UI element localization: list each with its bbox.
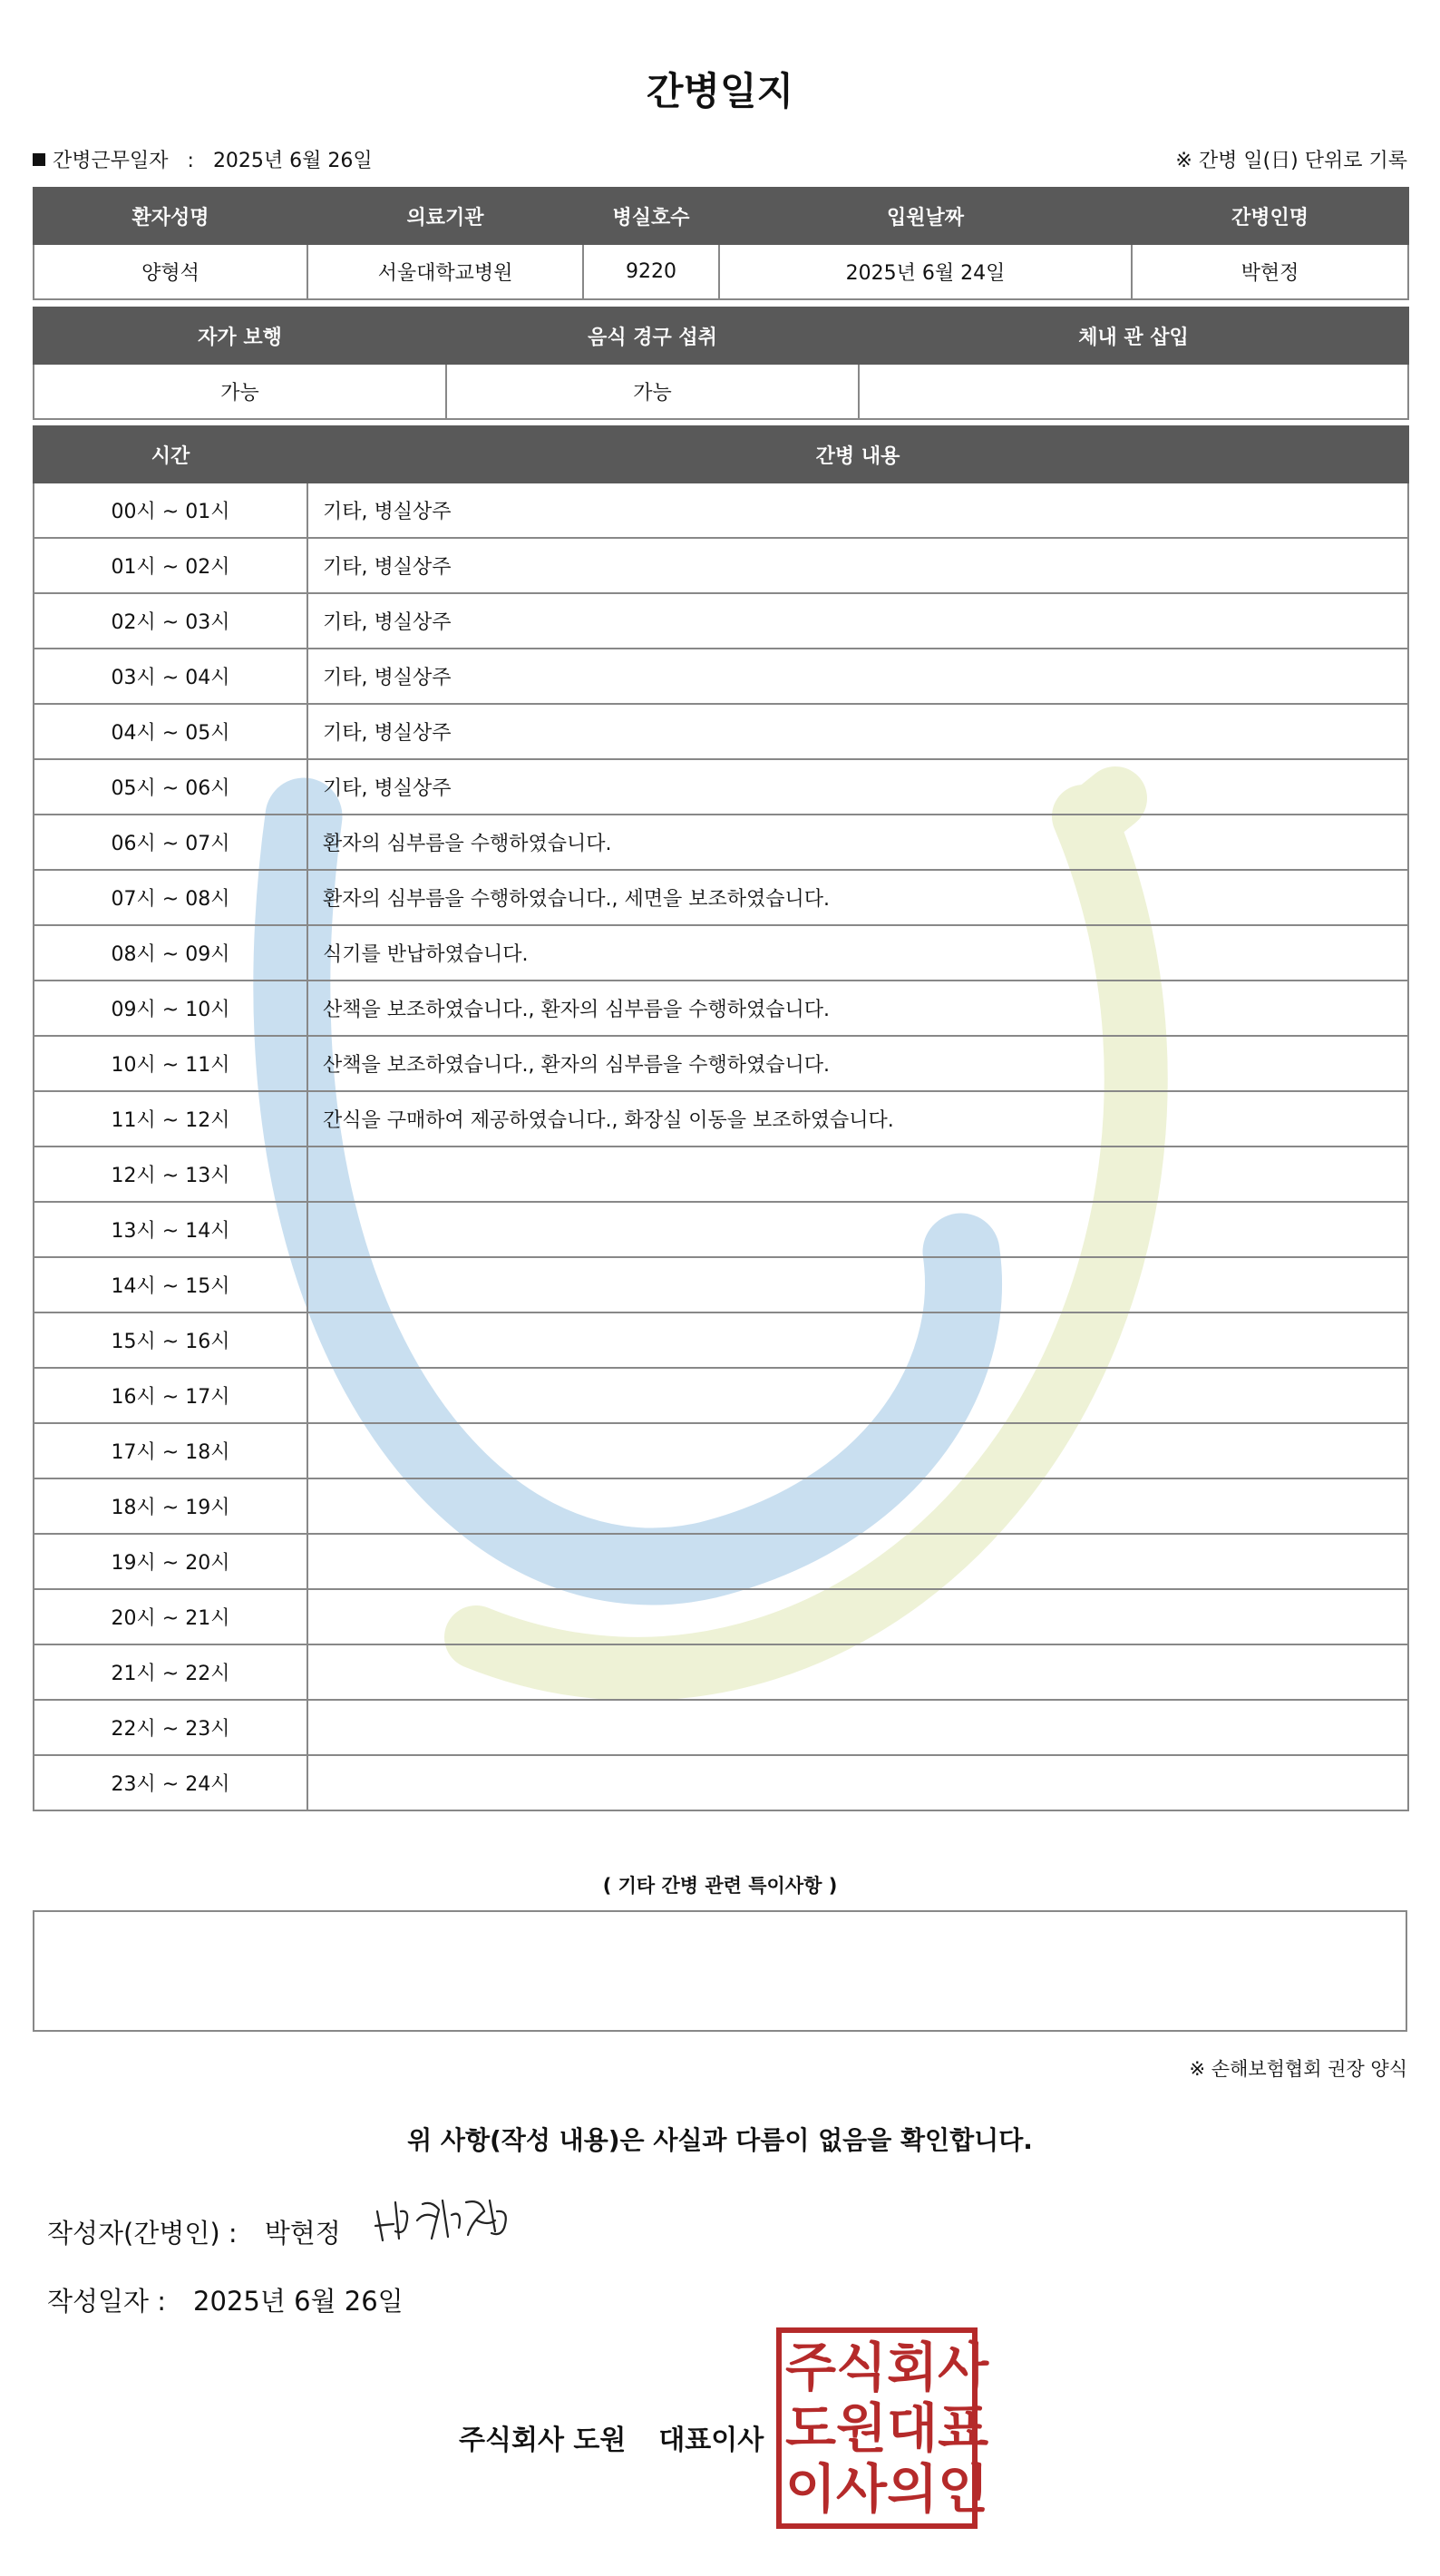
log-time-cell: 00시 ~ 01시 <box>34 483 307 538</box>
log-time-cell: 18시 ~ 19시 <box>34 1478 307 1534</box>
info-header: 병실호수 <box>583 188 719 244</box>
log-content-cell <box>307 1478 1408 1534</box>
writer-name: 박현정 <box>264 2218 341 2249</box>
log-row <box>34 1368 1408 1423</box>
company-seal-stamp <box>776 2327 989 2529</box>
info-header: 간병인명 <box>1132 188 1408 244</box>
written-date-line <box>47 2281 404 2318</box>
log-time-cell: 19시 ~ 20시 <box>34 1534 307 1589</box>
company-line <box>459 2417 764 2457</box>
log-time-cell: 06시 ~ 07시 <box>34 815 307 870</box>
log-row <box>34 1312 1408 1368</box>
seal-character: 사 <box>836 2458 888 2521</box>
seal-character: 원 <box>836 2396 888 2459</box>
seal-character: 의 <box>887 2458 939 2521</box>
seal-character: 회 <box>887 2336 939 2398</box>
seal-character: 대 <box>887 2396 939 2459</box>
company-title: 대표이사 <box>658 2425 764 2456</box>
log-content-cell <box>307 1755 1408 1810</box>
log-content-cell <box>307 1312 1408 1368</box>
log-row <box>34 538 1408 593</box>
log-row <box>34 870 1408 925</box>
log-content-cell <box>307 1644 1408 1700</box>
log-content-cell <box>307 1202 1408 1257</box>
log-content-cell <box>307 1589 1408 1644</box>
log-content-cell: 산책을 보조하였습니다., 환자의 심부름을 수행하였습니다. <box>307 981 1408 1036</box>
log-content-cell: 기타, 병실상주 <box>307 593 1408 649</box>
log-time-cell: 04시 ~ 05시 <box>34 704 307 759</box>
handwritten-signature <box>368 2184 550 2257</box>
log-row <box>34 981 1408 1036</box>
log-row <box>34 704 1408 759</box>
log-content-cell: 기타, 병실상주 <box>307 649 1408 704</box>
log-time-cell: 08시 ~ 09시 <box>34 925 307 981</box>
written-date-value: 2025년 6월 26일 <box>193 2286 404 2317</box>
log-content-cell: 기타, 병실상주 <box>307 538 1408 593</box>
log-time-cell: 17시 ~ 18시 <box>34 1423 307 1478</box>
log-time-cell: 21시 ~ 22시 <box>34 1644 307 1700</box>
seal-character: 도 <box>785 2396 837 2459</box>
document-title: 간병일지 <box>646 69 794 113</box>
log-row <box>34 593 1408 649</box>
log-content-cell: 산책을 보조하였습니다., 환자의 심부름을 수행하였습니다. <box>307 1036 1408 1091</box>
written-date-label: 작성일자 : <box>47 2286 167 2317</box>
log-row <box>34 1755 1408 1810</box>
hospital-cell: 서울대학교병원 <box>307 244 583 299</box>
log-time-cell: 13시 ~ 14시 <box>34 1202 307 1257</box>
log-content-cell: 환자의 심부름을 수행하였습니다., 세면을 보조하였습니다. <box>307 870 1408 925</box>
log-time-cell: 22시 ~ 23시 <box>34 1700 307 1755</box>
ability-header: 체내 관 삽입 <box>859 307 1408 364</box>
log-content-cell <box>307 1147 1408 1202</box>
admission-date-cell: 2025년 6월 24일 <box>719 244 1132 299</box>
patient-name-cell: 양형석 <box>34 244 307 299</box>
log-row <box>34 759 1408 815</box>
log-time-cell: 16시 ~ 17시 <box>34 1368 307 1423</box>
log-content-cell <box>307 1257 1408 1312</box>
log-time-cell: 15시 ~ 16시 <box>34 1312 307 1368</box>
log-row <box>34 1478 1408 1534</box>
log-time-cell: 07시 ~ 08시 <box>34 870 307 925</box>
log-content-cell <box>307 1700 1408 1755</box>
log-time-cell: 23시 ~ 24시 <box>34 1755 307 1810</box>
log-time-cell: 14시 ~ 15시 <box>34 1257 307 1312</box>
log-row <box>34 483 1408 538</box>
log-content-cell: 기타, 병실상주 <box>307 483 1408 538</box>
company-name: 주식회사 도원 <box>459 2425 627 2456</box>
seal-character: 이 <box>785 2458 837 2521</box>
seal-character: 표 <box>938 2396 989 2459</box>
log-row <box>34 1147 1408 1202</box>
oral-intake-cell: 가능 <box>446 364 859 419</box>
log-row <box>34 1589 1408 1644</box>
tube-insertion-cell <box>859 364 1408 419</box>
log-time-cell: 20시 ~ 21시 <box>34 1589 307 1644</box>
patient-info-table <box>33 187 1409 300</box>
seal-character: 인 <box>938 2458 989 2521</box>
log-time-cell: 11시 ~ 12시 <box>34 1091 307 1147</box>
work-date-value: 2025년 6월 26일 <box>212 150 373 172</box>
log-row <box>34 1202 1408 1257</box>
work-date-line <box>33 145 373 173</box>
log-time-cell: 05시 ~ 06시 <box>34 759 307 815</box>
log-header-content: 간병 내용 <box>307 426 1408 483</box>
care-log-table <box>33 425 1409 1811</box>
log-content-cell: 환자의 심부름을 수행하였습니다. <box>307 815 1408 870</box>
log-header-time: 시간 <box>34 426 307 483</box>
log-content-cell <box>307 1534 1408 1589</box>
ability-header: 자가 보행 <box>34 307 446 364</box>
log-row <box>34 1423 1408 1478</box>
form-note: ※ 손해보험협회 권장 양식 <box>1189 2058 1407 2080</box>
log-row <box>34 1036 1408 1091</box>
caregiver-name-cell: 박현정 <box>1132 244 1408 299</box>
log-content-cell: 식기를 반납하였습니다. <box>307 925 1408 981</box>
log-content-cell <box>307 1368 1408 1423</box>
log-time-cell: 10시 ~ 11시 <box>34 1036 307 1091</box>
work-date-separator: : <box>187 150 194 172</box>
log-content-cell <box>307 1423 1408 1478</box>
notes-title: ( 기타 간병 관련 특이사항 ) <box>602 1875 838 1897</box>
log-time-cell: 09시 ~ 10시 <box>34 981 307 1036</box>
log-content-cell: 간식을 구매하여 제공하였습니다., 화장실 이동을 보조하였습니다. <box>307 1091 1408 1147</box>
info-header: 의료기관 <box>307 188 583 244</box>
log-row <box>34 1091 1408 1147</box>
log-time-cell: 02시 ~ 03시 <box>34 593 307 649</box>
log-row <box>34 1257 1408 1312</box>
room-number-cell: 9220 <box>583 244 719 299</box>
patient-ability-table <box>33 307 1409 420</box>
ability-header: 음식 경구 섭취 <box>446 307 859 364</box>
record-unit-note: ※ 간병 일(日) 단위로 기록 <box>1175 150 1407 172</box>
log-row <box>34 1534 1408 1589</box>
log-row <box>34 1644 1408 1700</box>
walking-cell: 가능 <box>34 364 446 419</box>
writer-label: 작성자(간병인) : <box>47 2218 238 2249</box>
bullet-square-icon <box>33 153 45 166</box>
work-date-label: 간병근무일자 <box>53 150 169 172</box>
log-time-cell: 12시 ~ 13시 <box>34 1147 307 1202</box>
seal-character: 사 <box>938 2336 989 2398</box>
confirmation-statement: 위 사항(작성 내용)은 사실과 다름이 없음을 확인합니다. <box>407 2125 1033 2155</box>
log-content-cell: 기타, 병실상주 <box>307 759 1408 815</box>
log-row <box>34 649 1408 704</box>
info-header: 입원날짜 <box>719 188 1132 244</box>
log-row <box>34 815 1408 870</box>
log-row <box>34 1700 1408 1755</box>
writer-line <box>47 2213 341 2250</box>
seal-character: 식 <box>836 2336 888 2398</box>
seal-character: 주 <box>785 2336 837 2398</box>
log-time-cell: 01시 ~ 02시 <box>34 538 307 593</box>
log-content-cell: 기타, 병실상주 <box>307 704 1408 759</box>
log-row <box>34 925 1408 981</box>
log-time-cell: 03시 ~ 04시 <box>34 649 307 704</box>
info-header: 환자성명 <box>34 188 307 244</box>
notes-box <box>33 1910 1407 2032</box>
